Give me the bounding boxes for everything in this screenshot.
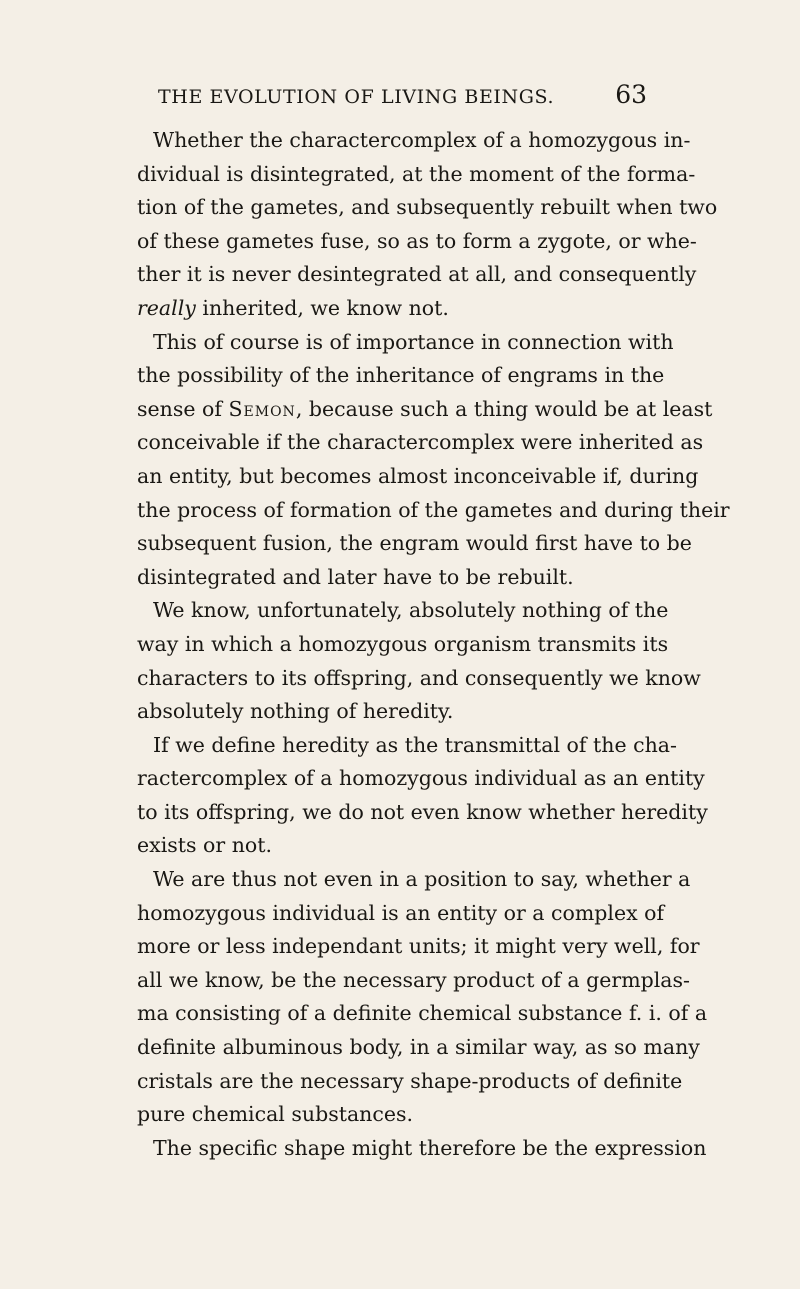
text-line: absolutely nothing of heredity. (137, 699, 454, 724)
text-line: dividual is disintegrated, at the moment of the forma- (137, 161, 696, 186)
text-line: to its offspring, we do not even know whether heredity (137, 799, 708, 824)
page-number: 63 (615, 80, 647, 109)
text-line: disintegrated and later have to be rebuilt. (137, 564, 574, 589)
text-line: ma consisting of a definite chemical substance f. i. of a (137, 1001, 708, 1026)
text-line: of these gametes fuse, so as to form a zygote, or whe- (137, 228, 697, 253)
text-line: We know, unfortunately, absolutely nothing of the (153, 598, 669, 623)
text-line: The specific shape might therefore be the expression (153, 1135, 707, 1160)
text-line: We are thus not even in a position to say, whether a (153, 867, 691, 892)
text-line: an entity, but becomes almost inconceivable if, during (137, 463, 699, 488)
text-line: the possibility of the inheritance of engrams in the (137, 363, 665, 388)
text-line: ractercomplex of a homozygous individual as an entity (137, 766, 705, 791)
text-line: subsequent fusion, the engram would first have to be (137, 531, 692, 556)
text-line: Whether the charactercomplex of a homozygous in- (153, 128, 691, 152)
emphasis-word: really (137, 295, 196, 320)
text-line: ther it is never desintegrated at all, and consequently (137, 262, 697, 287)
running-head (135, 80, 649, 114)
body-text (137, 124, 730, 1165)
text-line-rest: , because such a thing would be at least (295, 396, 713, 421)
text-line: cristals are the necessary shape-products of definite (137, 1068, 683, 1093)
author-name: Semon (228, 396, 296, 421)
text-line: This of course is of importance in connection with (153, 329, 674, 354)
text-line: conceivable if the charactercomplex were inherited as (137, 430, 704, 455)
text-line: all we know, be the necessary product of a germplas- (137, 967, 690, 992)
text-line: homozygous individual is an entity or a complex of (137, 900, 665, 925)
text-line: the process of formation of the gametes and during their (137, 497, 730, 522)
text-line (137, 292, 651, 326)
text-line (137, 393, 713, 427)
text-line: characters to its offspring, and consequently we know (137, 665, 701, 690)
running-title: THE EVOLUTION OF LIVING BEINGS. (158, 86, 555, 108)
text-line: exists or not. (137, 833, 273, 858)
text-line-rest: inherited, we know not. (202, 295, 449, 320)
text-line: way in which a homozygous organism transmits its (137, 631, 669, 656)
text-line: definite albuminous body, in a similar way, as so many (137, 1035, 700, 1060)
text-line: If we define heredity as the transmittal of the cha- (153, 732, 677, 757)
text-line: pure chemical substances. (137, 1102, 414, 1127)
text-line: more or less independant units; it might very well, for (137, 934, 700, 959)
text-line: tion of the gametes, and subsequently rebuilt when two (137, 195, 718, 220)
text-line-start: sense of (137, 396, 222, 421)
